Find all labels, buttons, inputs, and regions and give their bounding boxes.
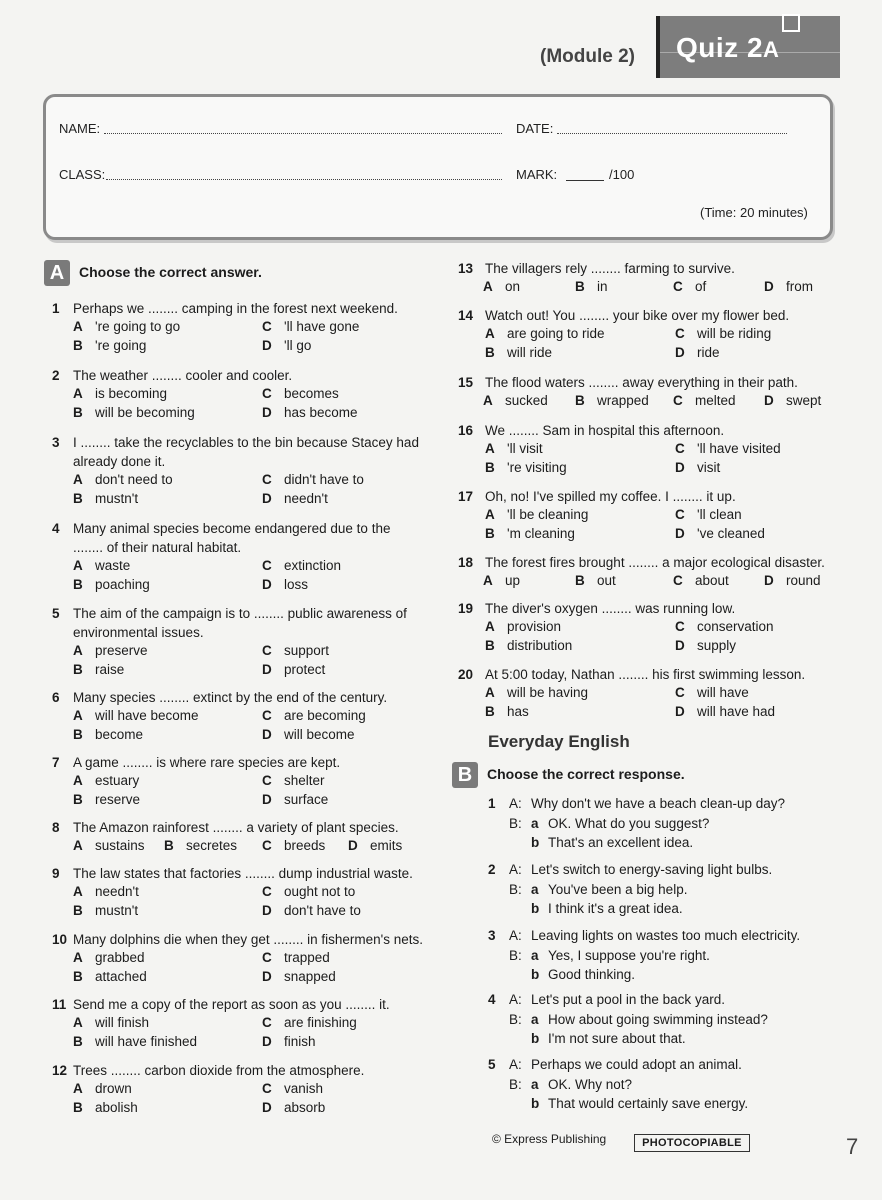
- question-number: 12: [52, 1063, 68, 1078]
- answer-option[interactable]: B become: [73, 727, 144, 742]
- question-number: 2: [52, 368, 60, 383]
- speaker-b-label: B:: [509, 1077, 522, 1092]
- answer-option[interactable]: D will become: [262, 727, 355, 742]
- speaker-b-label: B:: [509, 816, 522, 831]
- answer-option[interactable]: D finish: [262, 1034, 316, 1049]
- answer-option[interactable]: C are becoming: [262, 708, 366, 723]
- answer-option[interactable]: A will finish: [73, 1015, 150, 1030]
- section-b-title: Choose the correct response.: [487, 766, 685, 782]
- dialogue-number: 5: [488, 1057, 496, 1072]
- answer-option[interactable]: C will have: [675, 685, 749, 700]
- answer-option[interactable]: B mustn't: [73, 491, 139, 506]
- answer-option[interactable]: C of: [673, 279, 707, 294]
- answer-option[interactable]: B has: [485, 704, 529, 719]
- answer-option[interactable]: B 're visiting: [485, 460, 567, 475]
- answer-option[interactable]: C melted: [673, 393, 736, 408]
- answer-option[interactable]: B 're going: [73, 338, 147, 353]
- question-text: The aim of the campaign is to ........ public awareness of: [73, 606, 407, 621]
- question-text: Many dolphins die when they get ........ in fishermen's nets.: [73, 932, 424, 947]
- dialogue-number: 3: [488, 928, 496, 943]
- answer-option[interactable]: C support: [262, 643, 330, 658]
- answer-option[interactable]: B distribution: [485, 638, 573, 653]
- question-text: Watch out! You ........ your bike over my flower bed.: [485, 308, 790, 323]
- answer-option[interactable]: D don't have to: [262, 903, 361, 918]
- answer-option[interactable]: C breeds: [262, 838, 326, 853]
- question-text: The diver's oxygen ........ was running low.: [485, 601, 736, 616]
- answer-option[interactable]: C trapped: [262, 950, 330, 965]
- speaker-a-label: A:: [509, 862, 522, 877]
- answer-option[interactable]: C are finishing: [262, 1015, 357, 1030]
- question-text: The Amazon rainforest ........ a variety of plant species.: [73, 820, 399, 835]
- answer-option[interactable]: C becomes: [262, 386, 339, 401]
- answer-option[interactable]: A will have become: [73, 708, 199, 723]
- question-number: 8: [52, 820, 60, 835]
- question-text: The forest fires brought ........ a major ecological disaster.: [485, 555, 825, 570]
- question-number: 15: [458, 375, 474, 390]
- question-number: 5: [52, 606, 60, 621]
- answer-option[interactable]: D surface: [262, 792, 329, 807]
- answer-option[interactable]: A is becoming: [73, 386, 168, 401]
- answer-option[interactable]: B will ride: [485, 345, 553, 360]
- answer-option[interactable]: D needn't: [262, 491, 328, 506]
- answer-option[interactable]: B out: [575, 573, 616, 588]
- response-option-a[interactable]: a OK. What do you suggest?: [531, 816, 710, 831]
- response-option-a[interactable]: a How about going swimming instead?: [531, 1012, 768, 1027]
- question-number: 10: [52, 932, 68, 947]
- answer-option[interactable]: D 'll go: [262, 338, 312, 353]
- answer-option[interactable]: A 'll visit: [485, 441, 543, 456]
- question-text: The flood waters ........ away everything in their path.: [485, 375, 798, 390]
- answer-option[interactable]: C about: [673, 573, 729, 588]
- answer-option[interactable]: B will be becoming: [73, 405, 195, 420]
- question-text: Many animal species become endangered due to the: [73, 521, 391, 536]
- answer-option[interactable]: C shelter: [262, 773, 325, 788]
- speaker-b-label: B:: [509, 882, 522, 897]
- question-text: already done it.: [73, 454, 166, 469]
- response-option-b[interactable]: b That would certainly save energy.: [531, 1096, 749, 1111]
- mark-total: /100: [609, 167, 635, 182]
- answer-option[interactable]: D swept: [764, 393, 822, 408]
- answer-option[interactable]: D ride: [675, 345, 720, 360]
- question-text: At 5:00 today, Nathan ........ his first swimming lesson.: [485, 667, 806, 682]
- dialogue-number: 4: [488, 992, 496, 1007]
- answer-option[interactable]: B mustn't: [73, 903, 139, 918]
- class-field[interactable]: [106, 179, 502, 180]
- answer-option[interactable]: C will be riding: [675, 326, 772, 341]
- answer-option[interactable]: A preserve: [73, 643, 148, 658]
- response-option-b[interactable]: b That's an excellent idea.: [531, 835, 694, 850]
- question-text: Oh, no! I've spilled my coffee. I ........ it up.: [485, 489, 736, 504]
- question-text: I ........ take the recyclables to the bin because Stacey had: [73, 435, 419, 450]
- answer-option[interactable]: A waste: [73, 558, 131, 573]
- answer-option[interactable]: B in: [575, 279, 608, 294]
- question-number: 6: [52, 690, 60, 705]
- answer-option[interactable]: B will have finished: [73, 1034, 198, 1049]
- answer-option[interactable]: C 'll have visited: [675, 441, 781, 456]
- answer-option[interactable]: D from: [764, 279, 813, 294]
- dialogue-number: 1: [488, 796, 496, 811]
- answer-option[interactable]: A needn't: [73, 884, 139, 899]
- answer-option[interactable]: D supply: [675, 638, 737, 653]
- photocopiable-label: PHOTOCOPIABLE: [634, 1134, 750, 1152]
- decorative-square-icon: [782, 14, 800, 32]
- answer-option[interactable]: B raise: [73, 662, 125, 677]
- question-number: 3: [52, 435, 60, 450]
- answer-option[interactable]: A provision: [485, 619, 562, 634]
- answer-option[interactable]: A 're going to go: [73, 319, 181, 334]
- mark-field[interactable]: [566, 180, 604, 181]
- answer-option[interactable]: C vanish: [262, 1081, 324, 1096]
- dialogue-line-a: Let's put a pool in the back yard.: [531, 992, 725, 1007]
- name-field[interactable]: [104, 133, 502, 134]
- question-number: 1: [52, 301, 60, 316]
- answer-option[interactable]: B attached: [73, 969, 147, 984]
- question-text: ........ of their natural habitat.: [73, 540, 242, 555]
- question-text: We ........ Sam in hospital this afternoon.: [485, 423, 725, 438]
- question-number: 7: [52, 755, 60, 770]
- everyday-english-heading: Everyday English: [488, 732, 630, 751]
- question-number: 11: [52, 997, 67, 1012]
- question-text: The weather ........ cooler and cooler.: [73, 368, 293, 383]
- answer-option[interactable]: D loss: [262, 577, 309, 592]
- dialogue-number: 2: [488, 862, 496, 877]
- section-a-badge: A: [44, 260, 70, 286]
- answer-option[interactable]: A 'll be cleaning: [485, 507, 589, 522]
- answer-option[interactable]: A on: [483, 279, 521, 294]
- question-text: Send me a copy of the report as soon as you ........ it.: [73, 997, 390, 1012]
- answer-option[interactable]: D round: [764, 573, 821, 588]
- publisher-credit: © Express Publishing: [492, 1132, 607, 1146]
- question-number: 4: [52, 521, 60, 536]
- quiz-title: Quiz 2A: [676, 32, 780, 63]
- answer-option[interactable]: C didn't have to: [262, 472, 364, 487]
- answer-option[interactable]: B secretes: [164, 838, 238, 853]
- question-number: 17: [458, 489, 474, 504]
- answer-option[interactable]: D has become: [262, 405, 358, 420]
- answer-option[interactable]: B wrapped: [575, 393, 649, 408]
- answer-option[interactable]: B abolish: [73, 1100, 138, 1115]
- question-text: Many species ........ extinct by the end of the century.: [73, 690, 388, 705]
- answer-option[interactable]: C extinction: [262, 558, 342, 573]
- date-label: DATE:: [516, 121, 554, 136]
- answer-option[interactable]: C 'll have gone: [262, 319, 360, 334]
- answer-option[interactable]: D will have had: [675, 704, 776, 719]
- response-option-b[interactable]: b I think it's a great idea.: [531, 901, 683, 916]
- response-option-a[interactable]: a OK. Why not?: [531, 1077, 633, 1092]
- question-text: The law states that factories ........ dump industrial waste.: [73, 866, 413, 881]
- response-option-a[interactable]: a You've been a big help.: [531, 882, 688, 897]
- answer-option[interactable]: A sustains: [73, 838, 145, 853]
- name-label: NAME:: [59, 121, 101, 136]
- answer-option[interactable]: B poaching: [73, 577, 150, 592]
- question-number: 9: [52, 866, 60, 881]
- answer-option[interactable]: B reserve: [73, 792, 141, 807]
- question-text: The villagers rely ........ farming to survive.: [485, 261, 735, 276]
- speaker-a-label: A:: [509, 928, 522, 943]
- question-number: 18: [458, 555, 474, 570]
- response-option-a[interactable]: a Yes, I suppose you're right.: [531, 948, 710, 963]
- dialogue-line-a: Why don't we have a beach clean-up day?: [531, 796, 785, 811]
- speaker-b-label: B:: [509, 948, 522, 963]
- answer-option[interactable]: C ought not to: [262, 884, 356, 899]
- answer-option[interactable]: A are going to ride: [485, 326, 605, 341]
- question-number: 14: [458, 308, 474, 323]
- speaker-a-label: A:: [509, 992, 522, 1007]
- class-label: CLASS:: [59, 167, 106, 182]
- answer-option[interactable]: D snapped: [262, 969, 336, 984]
- dialogue-line-a: Let's switch to energy-saving light bulbs.: [531, 862, 773, 877]
- speaker-a-label: A:: [509, 796, 522, 811]
- answer-option[interactable]: A will be having: [485, 685, 589, 700]
- section-a-title: Choose the correct answer.: [79, 264, 262, 280]
- question-number: 19: [458, 601, 474, 616]
- quiz-title-box: [656, 16, 840, 78]
- question-text: A game ........ is where rare species are kept.: [73, 755, 341, 770]
- question-text: environmental issues.: [73, 625, 204, 640]
- answer-option[interactable]: A grabbed: [73, 950, 145, 965]
- answer-option[interactable]: D emits: [348, 838, 403, 853]
- response-option-b[interactable]: b I'm not sure about that.: [531, 1031, 686, 1046]
- answer-option[interactable]: B 'm cleaning: [485, 526, 575, 541]
- question-number: 16: [458, 423, 474, 438]
- answer-option[interactable]: A don't need to: [73, 472, 173, 487]
- question-number: 13: [458, 261, 474, 276]
- answer-option[interactable]: C 'll clean: [675, 507, 742, 522]
- answer-option[interactable]: A drown: [73, 1081, 132, 1096]
- question-number: 20: [458, 667, 474, 682]
- question-text: Trees ........ carbon dioxide from the atmosphere.: [73, 1063, 365, 1078]
- dialogue-line-a: Perhaps we could adopt an animal.: [531, 1057, 742, 1072]
- response-option-b[interactable]: b Good thinking.: [531, 967, 636, 982]
- mark-label: MARK:: [516, 167, 558, 182]
- answer-option[interactable]: D protect: [262, 662, 326, 677]
- page-number: 7: [846, 1134, 859, 1159]
- speaker-a-label: A:: [509, 1057, 522, 1072]
- date-field[interactable]: [557, 133, 787, 134]
- question-text: Perhaps we ........ camping in the forest next weekend.: [73, 301, 398, 316]
- answer-option[interactable]: C conservation: [675, 619, 774, 634]
- time-limit: (Time: 20 minutes): [700, 205, 808, 220]
- answer-option[interactable]: D absorb: [262, 1100, 326, 1115]
- answer-option[interactable]: A estuary: [73, 773, 140, 788]
- speaker-b-label: B:: [509, 1012, 522, 1027]
- dialogue-line-a: Leaving lights on wastes too much electricity.: [531, 928, 801, 943]
- answer-option[interactable]: D 've cleaned: [675, 526, 765, 541]
- module-label: (Module 2): [540, 46, 635, 67]
- answer-option[interactable]: A sucked: [483, 393, 548, 408]
- answer-option[interactable]: A up: [483, 573, 521, 588]
- answer-option[interactable]: D visit: [675, 460, 721, 475]
- section-b-badge: B: [452, 762, 478, 788]
